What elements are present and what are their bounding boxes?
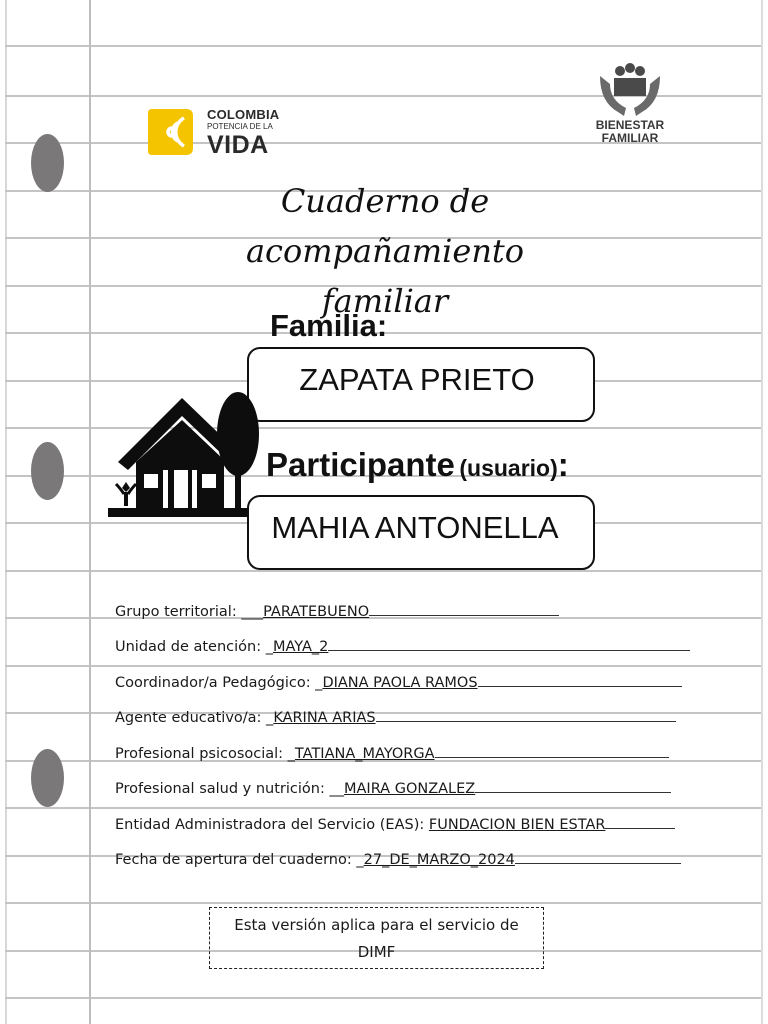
bienestar-familiar-logo [590,62,670,148]
colombia-logo-icon [146,106,196,158]
field-profesional-salud [115,778,671,800]
family-hands-icon [590,62,670,118]
familia-name-box [247,347,595,422]
familia-name-value: ZAPATA PRIETO [299,362,535,397]
field-value: KARINA ARIAS [273,710,376,726]
binder-hole [31,134,64,192]
field-underline [605,814,675,829]
ruled-line [5,570,761,572]
note-line2: DIMF [357,943,396,961]
colombia-logo-line3: VIDA [207,131,269,159]
field-label: Agente educativo/a: _ [115,710,274,726]
field-unidad-atencion [115,636,690,658]
field-underline [475,778,671,793]
title-line1: Cuaderno de acompañamiento [245,182,525,270]
field-value: PARATEBUENO [263,604,370,620]
participante-name-value: MAHIA ANTONELLA [271,510,559,545]
binder-hole [31,749,64,807]
version-note-box [209,907,544,969]
field-fecha-apertura [115,849,681,871]
paper-edge-right [761,0,763,1024]
participante-label-sub: (usuario) [459,455,558,481]
margin-line [89,0,91,1024]
field-label: Coordinador/a Pedagógico: _ [115,675,323,691]
field-entidad-administradora [115,814,675,836]
ruled-line [5,45,761,47]
colombia-logo-line1: COLOMBIA [207,107,280,122]
binder-hole [31,442,64,500]
participante-label-main: Participante [266,446,455,483]
field-profesional-psicosocial [115,743,669,765]
field-label: Unidad de atención: _ [115,639,273,655]
field-label: Profesional salud y nutrición: __ [115,781,344,797]
field-label: Profesional psicosocial: _ [115,746,295,762]
colombia-logo-line2: POTENCIA DE LA [207,122,273,131]
bienestar-logo-line1: BIENESTAR [595,118,665,132]
field-underline [376,707,676,722]
field-agente-educativo [115,707,676,729]
colombia-potencia-logo [146,104,296,162]
field-label: Grupo territorial: ___ [115,604,264,620]
participante-label-colon: : [557,446,569,483]
field-underline [435,743,669,758]
field-underline [328,636,690,651]
title-line2: familiar [321,282,449,320]
field-value: FUNDACION BIEN ESTAR [428,817,606,833]
field-value: MAYA_2 [272,639,329,655]
field-label: Fecha de apertura del cuaderno: _ [115,852,364,868]
field-coordinador [115,672,682,694]
ruled-line [5,807,761,809]
paper-edge-left [5,0,7,1024]
field-grupo-territorial [115,601,559,623]
ruled-line [5,902,761,904]
field-value: TATIANA_MAYORGA [294,746,435,762]
field-value: MAIRA GONZALEZ [343,781,476,797]
field-underline [515,849,681,864]
note-line1: Esta versión aplica para el servicio de [234,916,519,934]
house-icon [106,390,268,522]
ruled-line [5,665,761,667]
field-value: 27_DE_MARZO_2024 [363,852,515,868]
ruled-line [5,997,761,999]
bienestar-logo-line2: FAMILIAR [601,131,659,145]
participante-label [266,446,569,484]
field-label: Entidad Administradora del Servicio (EAS): [115,817,429,833]
field-underline [369,601,559,616]
field-underline [478,672,682,687]
document-title [140,176,630,326]
familia-label: Familia: [270,308,388,343]
participante-name-box [247,495,595,570]
field-value: DIANA PAOLA RAMOS [322,675,478,691]
